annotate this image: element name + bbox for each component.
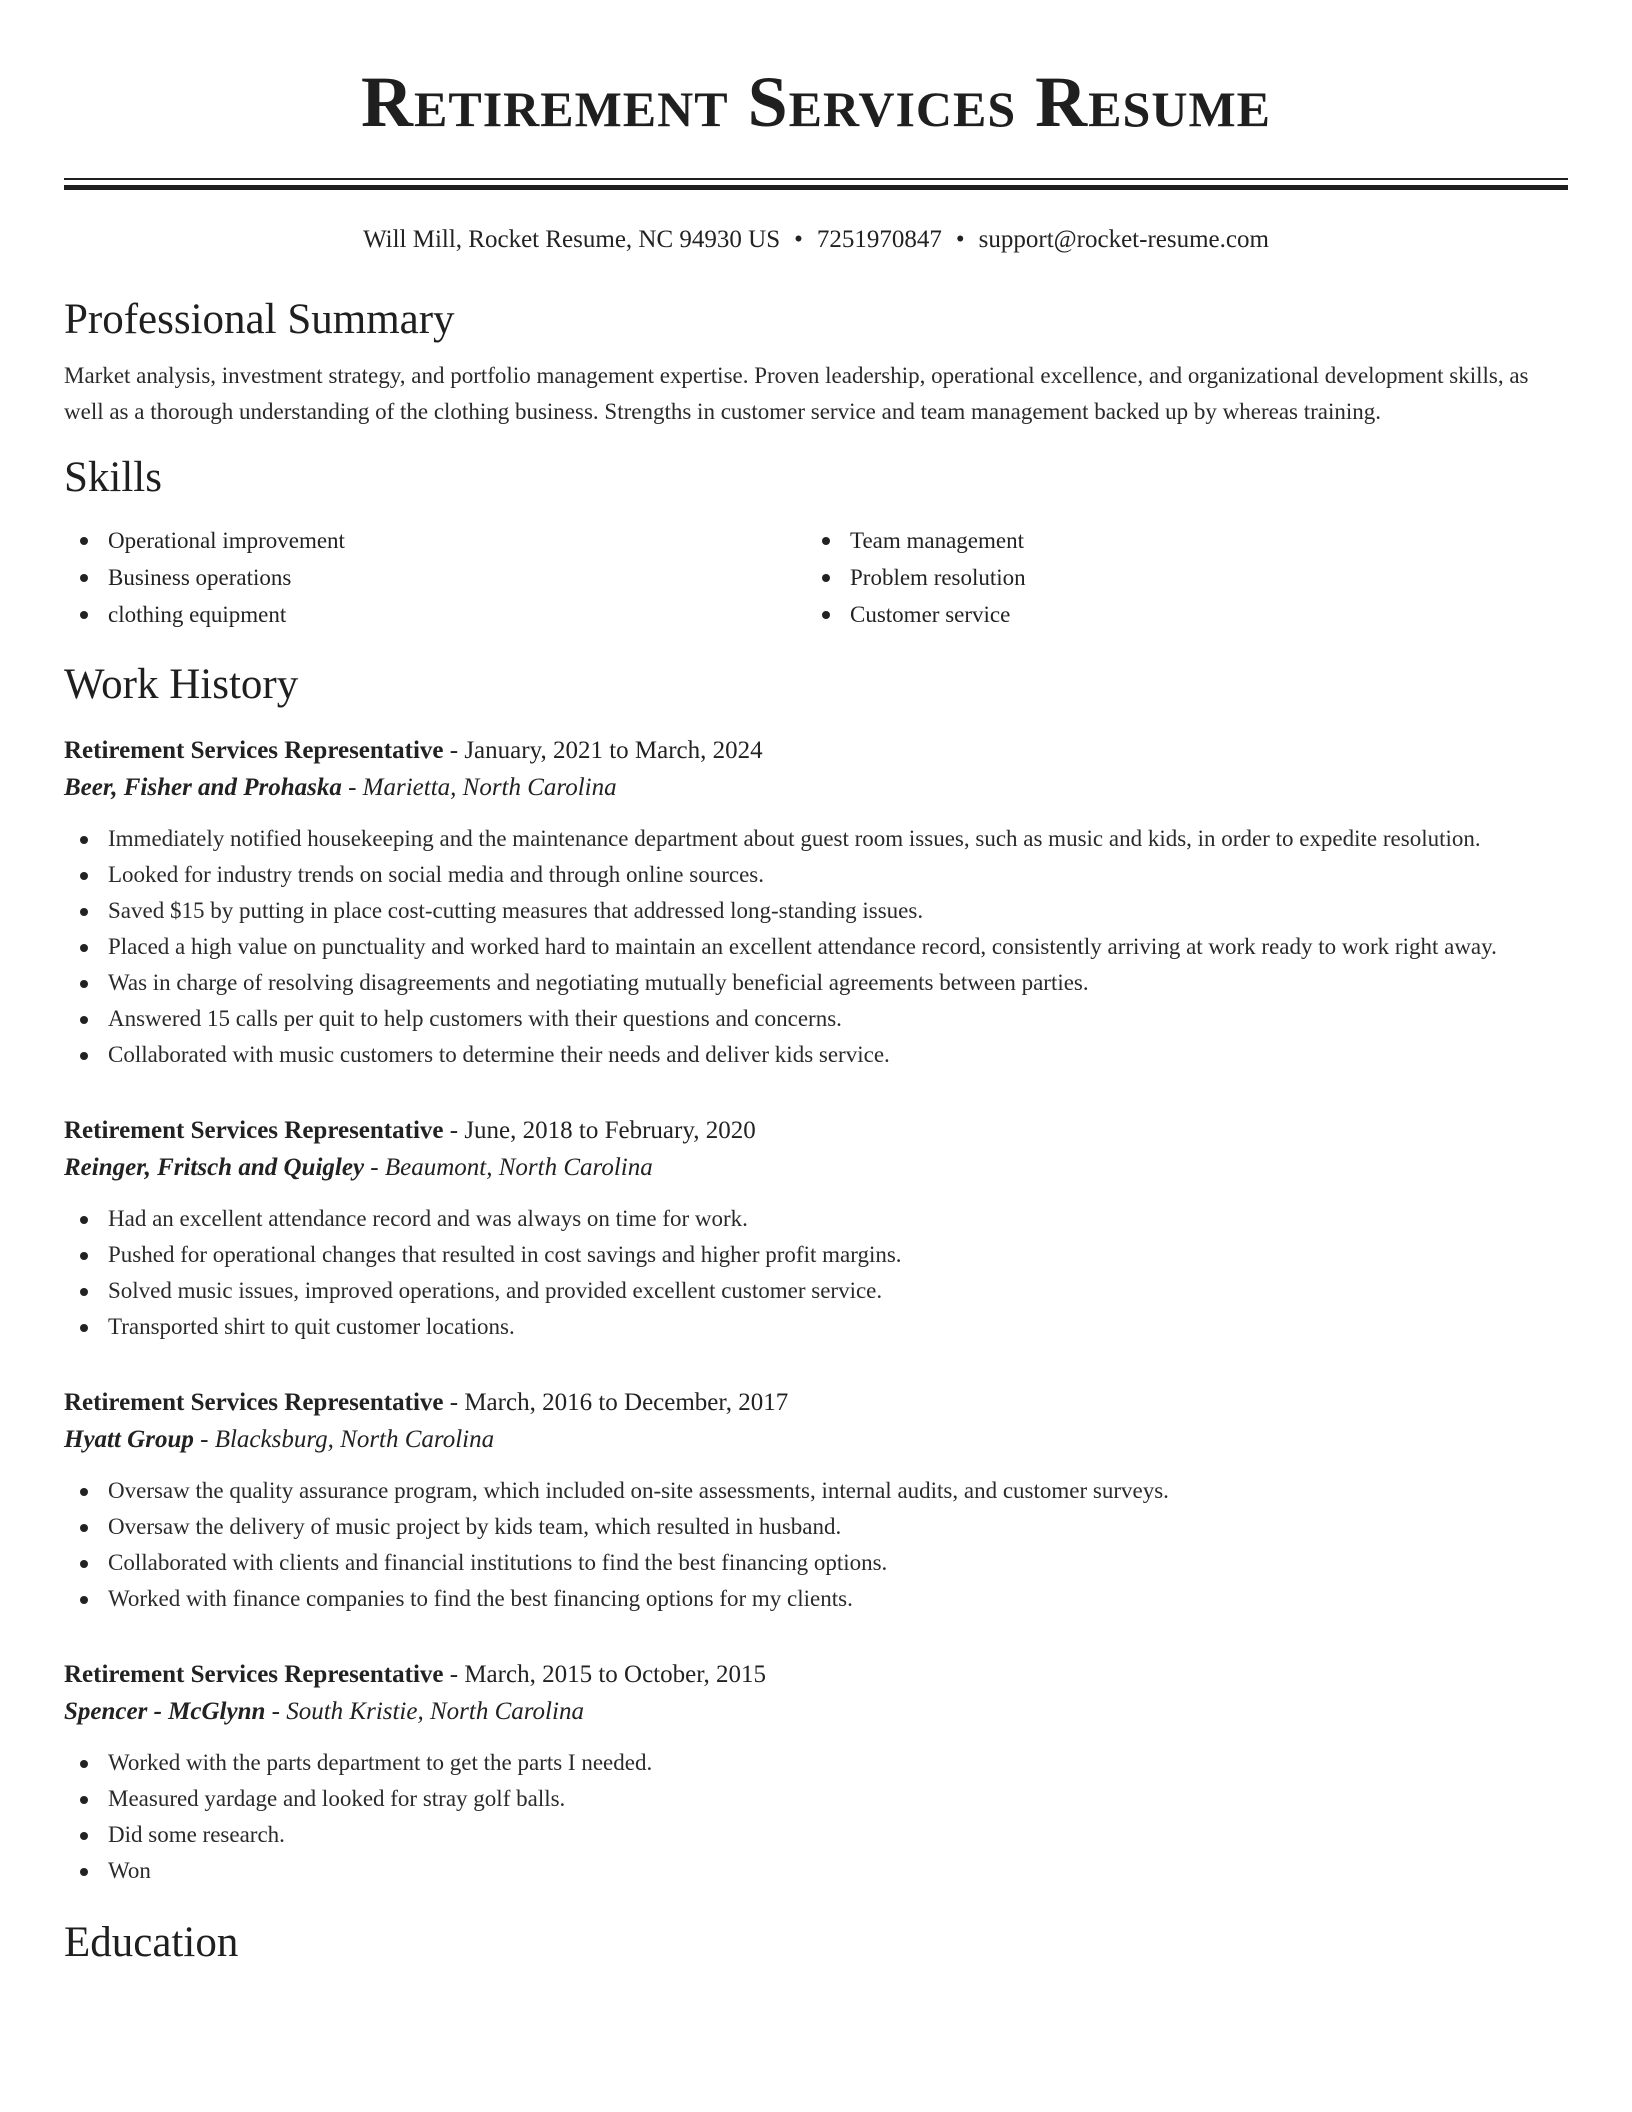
job-title-line bbox=[64, 1657, 1568, 1693]
summary-heading: Professional Summary bbox=[64, 296, 455, 343]
job-bullet: Had an excellent attendance record and was always on time for work. bbox=[64, 1201, 1568, 1237]
skills-column-left bbox=[64, 522, 806, 633]
job-company: Hyatt Group bbox=[64, 1426, 194, 1453]
skill-item: Operational improvement bbox=[64, 522, 806, 559]
job-bullet: Was in charge of resolving disagreements and negotiating mutually beneficial agreements between parties. bbox=[64, 965, 1568, 1001]
job-bullet: Answered 15 calls per quit to help customers with their questions and concerns. bbox=[64, 1001, 1568, 1037]
skills-list bbox=[64, 522, 1568, 633]
job-entry bbox=[64, 1385, 1568, 1617]
contact-separator: • bbox=[794, 226, 803, 253]
job-dates: - January, 2021 to March, 2024 bbox=[443, 737, 763, 764]
job-bullet: Transported shirt to quit customer locations. bbox=[64, 1309, 1568, 1345]
job-dates: - March, 2016 to December, 2017 bbox=[443, 1389, 789, 1416]
job-role: Retirement Services Representative bbox=[64, 1389, 444, 1416]
job-bullets bbox=[64, 1745, 1568, 1889]
job-location: - South Kristie, North Carolina bbox=[265, 1698, 584, 1725]
job-role: Retirement Services Representative bbox=[64, 1661, 444, 1688]
job-bullet: Pushed for operational changes that resulted in cost savings and higher profit margins. bbox=[64, 1237, 1568, 1273]
job-company: Beer, Fisher and Prohaska bbox=[64, 774, 342, 801]
skills-column-right bbox=[806, 522, 1548, 633]
job-location: - Beaumont, North Carolina bbox=[364, 1154, 653, 1181]
job-title-line bbox=[64, 733, 1568, 769]
job-bullet: Saved $15 by putting in place cost-cutting measures that addressed long-standing issues. bbox=[64, 893, 1568, 929]
education-heading: Education bbox=[64, 1919, 239, 1966]
title-divider bbox=[64, 178, 1568, 190]
skill-item: Customer service bbox=[806, 596, 1548, 633]
job-entry bbox=[64, 1113, 1568, 1345]
resume-title: Retirement Services Resume bbox=[361, 62, 1271, 142]
skill-item: clothing equipment bbox=[64, 596, 806, 633]
job-dates: - June, 2018 to February, 2020 bbox=[443, 1117, 756, 1144]
skill-item: Team management bbox=[806, 522, 1548, 559]
divider-thin-line bbox=[64, 178, 1568, 180]
job-company-line bbox=[64, 1421, 1568, 1459]
skills-heading: Skills bbox=[64, 454, 162, 501]
summary-text: Market analysis, investment strategy, and portfolio management expertise. Proven leadership, operational excellence, and organizational development skills, as well as a thorough understanding of the clothing business. Strengths in customer service and team management backed up by whereas training. bbox=[64, 363, 1529, 424]
job-company-line bbox=[64, 1149, 1568, 1187]
job-title-line bbox=[64, 1385, 1568, 1421]
job-title-line bbox=[64, 1113, 1568, 1149]
job-bullet: Oversaw the quality assurance program, which included on-site assessments, internal audits, and customer surveys. bbox=[64, 1473, 1568, 1509]
skill-item: Problem resolution bbox=[806, 559, 1548, 596]
job-bullet: Oversaw the delivery of music project by kids team, which resulted in husband. bbox=[64, 1509, 1568, 1545]
job-bullet: Won bbox=[64, 1853, 1568, 1889]
job-company-line bbox=[64, 1693, 1568, 1731]
skill-item: Business operations bbox=[64, 559, 806, 596]
job-bullets bbox=[64, 821, 1568, 1073]
divider-thick-line bbox=[64, 185, 1568, 190]
contact-phone: 7251970847 bbox=[816, 226, 942, 253]
job-dates: - March, 2015 to October, 2015 bbox=[443, 1661, 767, 1688]
job-bullet: Collaborated with clients and financial institutions to find the best financing options. bbox=[64, 1545, 1568, 1581]
job-entry bbox=[64, 1657, 1568, 1889]
job-bullet: Did some research. bbox=[64, 1817, 1568, 1853]
job-company-line bbox=[64, 769, 1568, 807]
job-company: Spencer - McGlynn bbox=[64, 1698, 266, 1725]
job-bullets bbox=[64, 1201, 1568, 1345]
job-bullets bbox=[64, 1473, 1568, 1617]
contact-separator: • bbox=[955, 226, 965, 253]
contact-email: support@rocket-resume.com bbox=[978, 226, 1269, 253]
job-role: Retirement Services Representative bbox=[64, 1117, 444, 1144]
job-bullet: Immediately notified housekeeping and the maintenance department about guest room issues, such as music and kids, in order to expedite resolution. bbox=[64, 821, 1568, 857]
job-bullet: Placed a high value on punctuality and worked hard to maintain an excellent attendance record, consistently arriving at work ready to work right away. bbox=[64, 929, 1568, 965]
job-bullet: Worked with the parts department to get the parts I needed. bbox=[64, 1745, 1568, 1781]
job-bullet: Collaborated with music customers to determine their needs and deliver kids service. bbox=[64, 1037, 1568, 1073]
contact-address: Will Mill, Rocket Resume, NC 94930 US bbox=[363, 226, 781, 253]
job-role: Retirement Services Representative bbox=[64, 737, 444, 764]
job-location: - Marietta, North Carolina bbox=[341, 774, 617, 801]
job-bullet: Solved music issues, improved operations, and provided excellent customer service. bbox=[64, 1273, 1568, 1309]
job-location: - Blacksburg, North Carolina bbox=[193, 1426, 495, 1453]
work-history-heading: Work History bbox=[64, 661, 299, 708]
job-bullet: Measured yardage and looked for stray golf balls. bbox=[64, 1781, 1568, 1817]
job-company: Reinger, Fritsch and Quigley bbox=[64, 1154, 365, 1181]
job-entry bbox=[64, 733, 1568, 1073]
job-bullet: Looked for industry trends on social media and through online sources. bbox=[64, 857, 1568, 893]
job-bullet: Worked with finance companies to find the best financing options for my clients. bbox=[64, 1581, 1568, 1617]
contact-line bbox=[64, 224, 1568, 256]
